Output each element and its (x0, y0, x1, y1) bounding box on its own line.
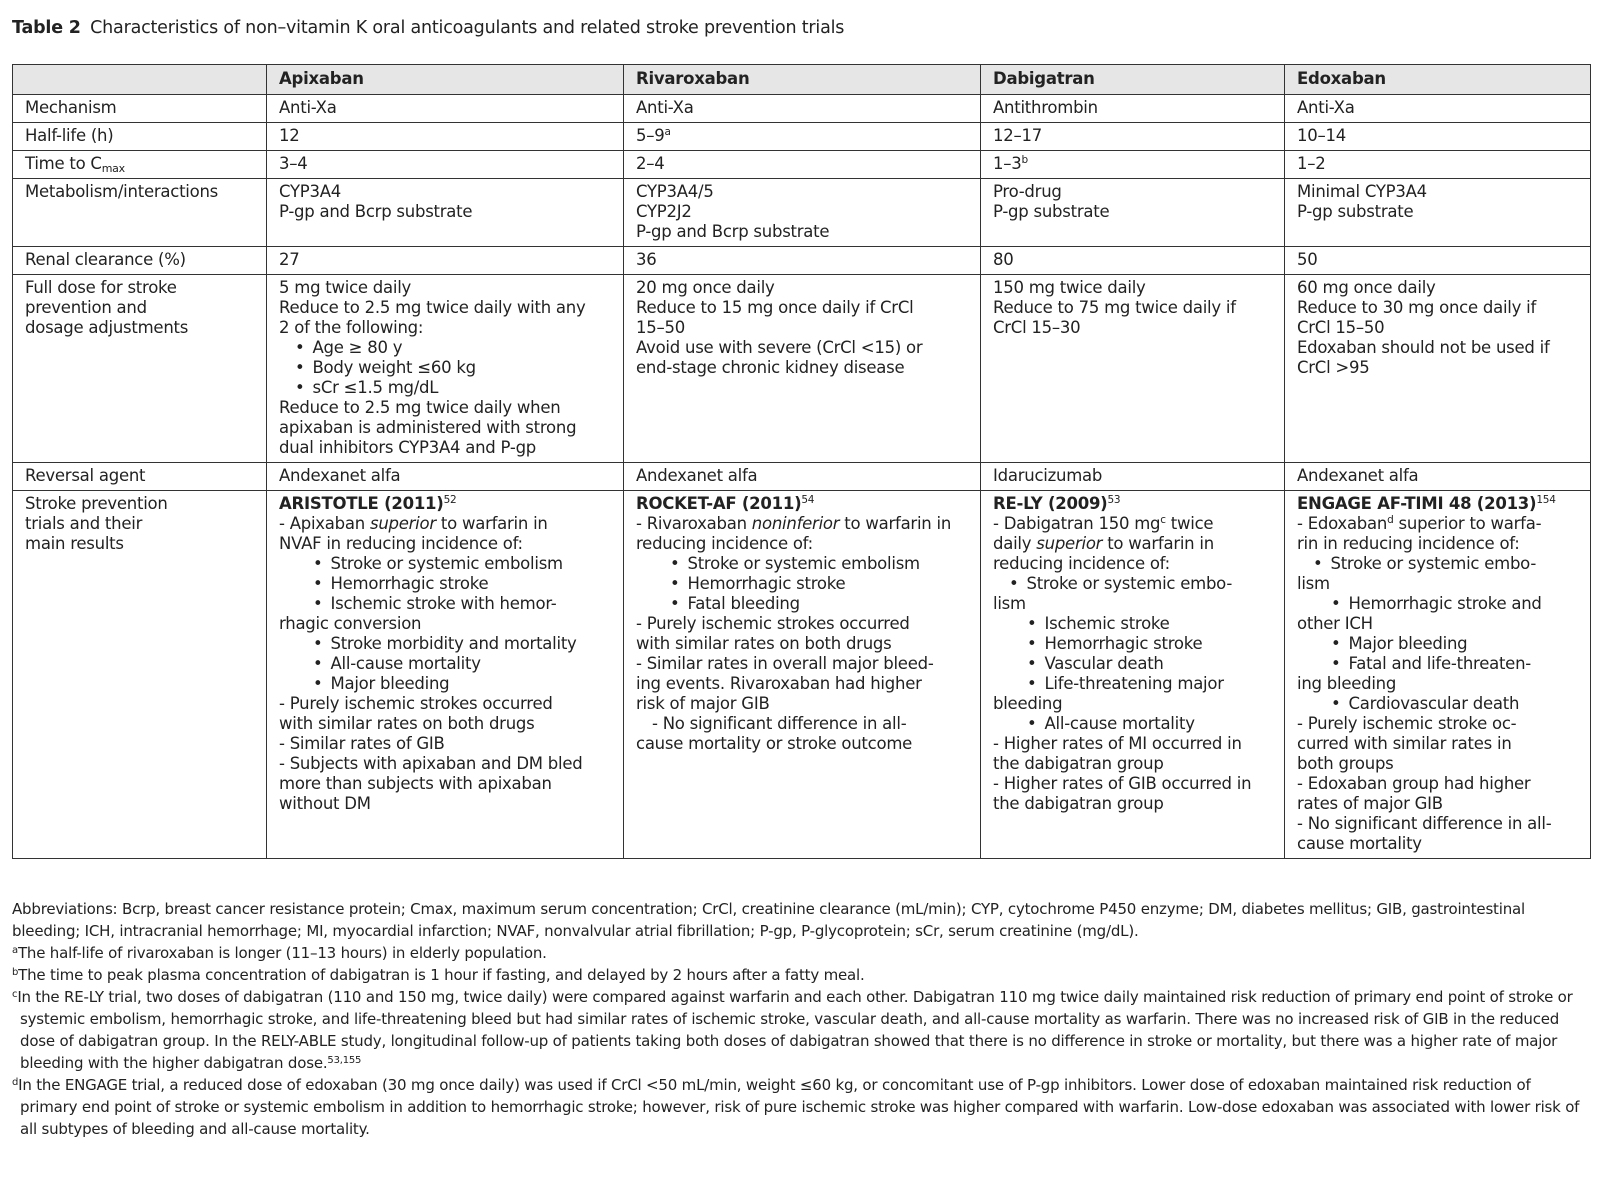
cell-line: apixaban is administered with strong (279, 418, 577, 437)
cell-line: ing events. Rivaroxaban had higher (636, 674, 922, 693)
footnote-marker: a (664, 126, 671, 138)
cell-dabigatran: Antithrombin (981, 95, 1285, 123)
reference-marker: 52 (443, 494, 457, 506)
cell-line: Reduce to 2.5 mg twice daily when (279, 398, 561, 417)
bullet-item: • Stroke or systemic embo- (993, 574, 1278, 594)
trial-heading (279, 494, 617, 514)
footnote-a (12, 942, 1592, 964)
footnote-d (12, 1074, 1592, 1140)
header-apixaban: Apixaban (267, 65, 624, 95)
cell-edoxaban: Andexanet alfa (1285, 463, 1591, 491)
text-run: to warfarin in (435, 514, 548, 533)
cell-apixaban (267, 179, 624, 247)
reference-marker: 53,155 (327, 1055, 362, 1066)
cell-dabigatran: Idarucizumab (981, 463, 1285, 491)
reference-marker: 154 (1536, 494, 1556, 506)
cell-line: Minimal CYP3A4 (1297, 182, 1427, 201)
cell-dabigatran: 80 (981, 247, 1285, 275)
bullet-item: • Hemorrhagic stroke (279, 574, 617, 594)
text-run: - Rivaroxaban (636, 514, 752, 533)
footnote-marker: d (1387, 514, 1394, 526)
cell-edoxaban: 1–2 (1285, 151, 1591, 179)
cell-line: CrCl 15–50 (1297, 318, 1385, 337)
cell-value: 5–9 (636, 126, 665, 145)
cell-apixaban: 12 (267, 123, 624, 151)
cell-line: P-gp substrate (993, 202, 1110, 221)
cell-line: CYP3A4/5 (636, 182, 714, 201)
row-label: Reversal agent (13, 463, 267, 491)
cell-line (636, 514, 974, 534)
emphasis: superior (369, 514, 436, 533)
bullet-item: • All-cause mortality (993, 714, 1278, 734)
emphasis: superior (1036, 534, 1103, 553)
cell-line: rhagic conversion (279, 614, 422, 633)
cell-line (1297, 514, 1584, 534)
cell-apixaban: 27 (267, 247, 624, 275)
noac-table (12, 64, 1591, 859)
cell-rivaroxaban (624, 179, 981, 247)
cell-line: Pro-drug (993, 182, 1062, 201)
bullet-item: • Life-threatening major (993, 674, 1278, 694)
cell-rivaroxaban: Anti-Xa (624, 95, 981, 123)
cell-line: both groups (1297, 754, 1394, 773)
row-time-to-cmax (13, 151, 1591, 179)
cell-line: cause mortality (1297, 834, 1422, 853)
cell-line: - Higher rates of MI occurred in (993, 734, 1242, 753)
row-trials (13, 491, 1591, 859)
table-label: Table 2 (12, 18, 81, 38)
cell-dabigatran (981, 179, 1285, 247)
cell-line: risk of major GIB (636, 694, 770, 713)
cell-line: - No significant difference in all- (652, 714, 907, 733)
row-label-subscript: max (101, 162, 125, 175)
bullet-item: • Major bleeding (279, 674, 617, 694)
row-label-line: prevention and (25, 298, 147, 317)
bullet-item: • Age ≥ 80 y (279, 338, 617, 358)
cell-apixaban: Andexanet alfa (267, 463, 624, 491)
trial-heading (1297, 494, 1584, 514)
footnote-text: In the RE-LY trial, two doses of dabigatran (110 and 150 mg, twice daily) were compared against warfarin and each other. Dabigatran 110 mg twice daily maintained risk reduction of primary end point of stroke or systemic embolism, hemorrhagic stroke, and life-threatening bleed but had similar rates of ischemic stroke, vascular death, and all-cause mortality as warfarin. There was no increased risk of GIB in the reduced dose of dabigatran group. In the RELY-ABLE study, longitudinal follow-up of patients taking both doses of dabigatran showed that there is no difference in stroke or mortality, but there was a higher rate of major bleeding with the higher dabigatran dose. (17, 988, 1573, 1072)
cell-value: 1–3 (993, 154, 1022, 173)
header-edoxaban: Edoxaban (1285, 65, 1591, 95)
row-dosing (13, 275, 1591, 463)
cell-rivaroxaban: 2–4 (624, 151, 981, 179)
bullet-item: • Major bleeding (1297, 634, 1584, 654)
reference-marker: 54 (801, 494, 815, 506)
bullet-item: • Stroke or systemic embolism (279, 554, 617, 574)
cell-line: - Edoxaban group had higher (1297, 774, 1531, 793)
header-row (13, 65, 1591, 95)
row-label-text: Time to C (25, 154, 102, 173)
cell-line: Avoid use with severe (CrCl <15) or (636, 338, 923, 357)
cell-line (279, 514, 617, 534)
cell-line: cause mortality or stroke outcome (636, 734, 913, 753)
cell-line: - No significant difference in all- (1297, 814, 1552, 833)
cell-edoxaban (1285, 491, 1591, 859)
text-run: twice (1165, 514, 1214, 533)
cell-line: - Similar rates in overall major bleed- (636, 654, 934, 673)
cell-line: end-stage chronic kidney disease (636, 358, 905, 377)
bullet-item: • Fatal and life-threaten- (1297, 654, 1584, 674)
row-label-line: dosage adjustments (25, 318, 189, 337)
row-mechanism (13, 95, 1591, 123)
header-rivaroxaban: Rivaroxaban (624, 65, 981, 95)
footnote-marker: c (1160, 514, 1166, 526)
bullet-item: • sCr ≤1.5 mg/dL (279, 378, 617, 398)
row-label (13, 151, 267, 179)
bullet-item: • Fatal bleeding (636, 594, 974, 614)
row-label-line: Full dose for stroke (25, 278, 177, 297)
row-metabolism (13, 179, 1591, 247)
footnote-text: The time to peak plasma concentration of dabigatran is 1 hour if fasting, and delayed by 2 hours after a fatty meal. (18, 966, 865, 984)
cell-dabigatran (981, 275, 1285, 463)
cell-rivaroxaban: Andexanet alfa (624, 463, 981, 491)
cell-rivaroxaban: 36 (624, 247, 981, 275)
cell-edoxaban (1285, 275, 1591, 463)
cell-line: CrCl 15–30 (993, 318, 1081, 337)
row-label-line: main results (25, 534, 124, 553)
footnote-text: The half-life of rivaroxaban is longer (11–13 hours) in elderly population. (17, 944, 547, 962)
row-label (13, 491, 267, 859)
cell-dabigatran (981, 491, 1285, 859)
cell-line: 20 mg once daily (636, 278, 775, 297)
cell-line: with similar rates on both drugs (636, 634, 892, 653)
cell-line (993, 514, 1278, 534)
cell-line (993, 534, 1278, 554)
bullet-item: • Stroke or systemic embolism (636, 554, 974, 574)
trial-name: ARISTOTLE (2011) (279, 494, 444, 513)
row-reversal-agent (13, 463, 1591, 491)
cell-line: - Purely ischemic strokes occurred (636, 614, 910, 633)
trial-name: ROCKET-AF (2011) (636, 494, 802, 513)
trial-name: ENGAGE AF-TIMI 48 (2013) (1297, 494, 1537, 513)
bullet-item: • Ischemic stroke (993, 614, 1278, 634)
cell-line: dual inhibitors CYP3A4 and P-gp (279, 438, 537, 457)
bullet-item: • Ischemic stroke with hemor- (279, 594, 617, 614)
cell-line: reducing incidence of: (993, 554, 1170, 573)
cell-line: - Subjects with apixaban and DM bled (279, 754, 583, 773)
cell-line: curred with similar rates in (1297, 734, 1512, 753)
cell-rivaroxaban (624, 491, 981, 859)
cell-line: P-gp and Bcrp substrate (636, 222, 830, 241)
cell-line: - Purely ischemic strokes occurred (279, 694, 553, 713)
bullet-item: • Body weight ≤60 kg (279, 358, 617, 378)
cell-line: ing bleeding (1297, 674, 1397, 693)
cell-line: Reduce to 30 mg once daily if (1297, 298, 1537, 317)
cell-line: rin in reducing incidence of: (1297, 534, 1520, 553)
cell-dabigatran: 12–17 (981, 123, 1285, 151)
footnote-text: In the ENGAGE trial, a reduced dose of edoxaban (30 mg once daily) was used if CrCl <50 mL/min, weight ≤60 kg, or concomitant use of P-gp inhibitors. Lower dose of edoxaban maintained risk reduction of primary end point of stroke or systemic embolism in addition to hemorrhagic stroke; however, risk of pure ischemic stroke was higher compared with warfarin. Low-dose edoxaban was associated with lower risk of all subtypes of bleeding and all-cause mortality. (18, 1076, 1580, 1138)
bullet-item: • Vascular death (993, 654, 1278, 674)
cell-line: - Purely ischemic stroke oc- (1297, 714, 1517, 733)
trial-heading (993, 494, 1278, 514)
cell-line: P-gp and Bcrp substrate (279, 202, 473, 221)
cell-line: lism (1297, 574, 1330, 593)
cell-line: P-gp substrate (1297, 202, 1414, 221)
bullet-item: • Cardiovascular death (1297, 694, 1584, 714)
bullet-item: • Stroke or systemic embo- (1297, 554, 1584, 574)
cell-line: 15–50 (636, 318, 685, 337)
table-title: Characteristics of non–vitamin K oral anticoagulants and related stroke prevention trials (90, 18, 845, 38)
cell-apixaban: Anti-Xa (267, 95, 624, 123)
cell-line: CrCl >95 (1297, 358, 1370, 377)
cell-line: more than subjects with apixaban (279, 774, 552, 793)
row-label: Renal clearance (%) (13, 247, 267, 275)
row-renal-clearance (13, 247, 1591, 275)
footnote-c (12, 986, 1592, 1074)
footnote-marker: b (1021, 154, 1028, 166)
row-label: Mechanism (13, 95, 267, 123)
text-run: superior to warfa- (1393, 514, 1542, 533)
cell-edoxaban: 10–14 (1285, 123, 1591, 151)
cell-edoxaban: Anti-Xa (1285, 95, 1591, 123)
abbreviations-note: Abbreviations: Bcrp, breast cancer resistance protein; Cmax, maximum serum concentration; CrCl, creatinine clearance (mL/min); CYP, cytochrome P450 enzyme; DM, diabetes mellitus; GIB, gastrointestinal bleeding; ICH, intracranial hemorrhage; MI, myocardial infarction; NVAF, nonvalvular atrial fibrillation; P-gp, P-glycoprotein; sCr, serum creatinine (mg/dL). (12, 900, 1525, 940)
emphasis: noninferior (751, 514, 840, 533)
bullet-item: • Hemorrhagic stroke and (1297, 594, 1584, 614)
cell-edoxaban: 50 (1285, 247, 1591, 275)
cell-line: without DM (279, 794, 371, 813)
row-label (13, 275, 267, 463)
cell-line: - Higher rates of GIB occurred in (993, 774, 1252, 793)
cell-dabigatran (981, 151, 1285, 179)
reference-marker: 53 (1107, 494, 1121, 506)
footnote-marker: d (12, 1077, 19, 1088)
cell-line: bleeding (993, 694, 1063, 713)
footnote-marker: c (12, 989, 18, 1000)
header-dabigatran: Dabigatran (981, 65, 1285, 95)
cell-line: 150 mg twice daily (993, 278, 1146, 297)
cell-apixaban (267, 275, 624, 463)
cell-line: NVAF in reducing incidence of: (279, 534, 523, 553)
cell-edoxaban (1285, 179, 1591, 247)
cell-line: CYP2J2 (636, 202, 692, 221)
header-blank-cell (13, 65, 267, 95)
cell-line: with similar rates on both drugs (279, 714, 535, 733)
text-run: daily (993, 534, 1037, 553)
table-footnotes (12, 898, 1592, 1140)
cell-line: Reduce to 15 mg once daily if CrCl (636, 298, 914, 317)
trial-heading (636, 494, 974, 514)
table-caption (12, 18, 844, 38)
cell-rivaroxaban (624, 123, 981, 151)
bullet-item: • All-cause mortality (279, 654, 617, 674)
cell-line: 5 mg twice daily (279, 278, 412, 297)
cell-line: CYP3A4 (279, 182, 342, 201)
trial-name: RE-LY (2009) (993, 494, 1108, 513)
cell-line: 60 mg once daily (1297, 278, 1436, 297)
bullet-item: • Stroke morbidity and mortality (279, 634, 617, 654)
row-label-line: Stroke prevention (25, 494, 168, 513)
bullet-item: • Hemorrhagic stroke (993, 634, 1278, 654)
text-run: - Apixaban (279, 514, 370, 533)
footnote-marker: b (12, 967, 19, 978)
row-label: Metabolism/interactions (13, 179, 267, 247)
cell-apixaban (267, 491, 624, 859)
footnote-b (12, 964, 1592, 986)
cell-line: the dabigatran group (993, 794, 1164, 813)
cell-line: - Similar rates of GIB (279, 734, 445, 753)
cell-line: lism (993, 594, 1026, 613)
row-label-line: trials and their (25, 514, 143, 533)
row-label: Half-life (h) (13, 123, 267, 151)
bullet-item: • Hemorrhagic stroke (636, 574, 974, 594)
cell-line: 2 of the following: (279, 318, 424, 337)
footnote-marker: a (12, 945, 18, 956)
cell-line: the dabigatran group (993, 754, 1164, 773)
cell-apixaban: 3–4 (267, 151, 624, 179)
cell-rivaroxaban (624, 275, 981, 463)
cell-line: Reduce to 2.5 mg twice daily with any (279, 298, 586, 317)
cell-line: other ICH (1297, 614, 1373, 633)
cell-line: Edoxaban should not be used if (1297, 338, 1550, 357)
row-half-life (13, 123, 1591, 151)
cell-line: reducing incidence of: (636, 534, 813, 553)
cell-line: Reduce to 75 mg twice daily if (993, 298, 1236, 317)
cell-line: rates of major GIB (1297, 794, 1443, 813)
text-run: to warfarin in (839, 514, 952, 533)
text-run: to warfarin in (1102, 534, 1214, 553)
text-run: - Dabigatran 150 mg (993, 514, 1161, 533)
text-run: - Edoxaban (1297, 514, 1388, 533)
